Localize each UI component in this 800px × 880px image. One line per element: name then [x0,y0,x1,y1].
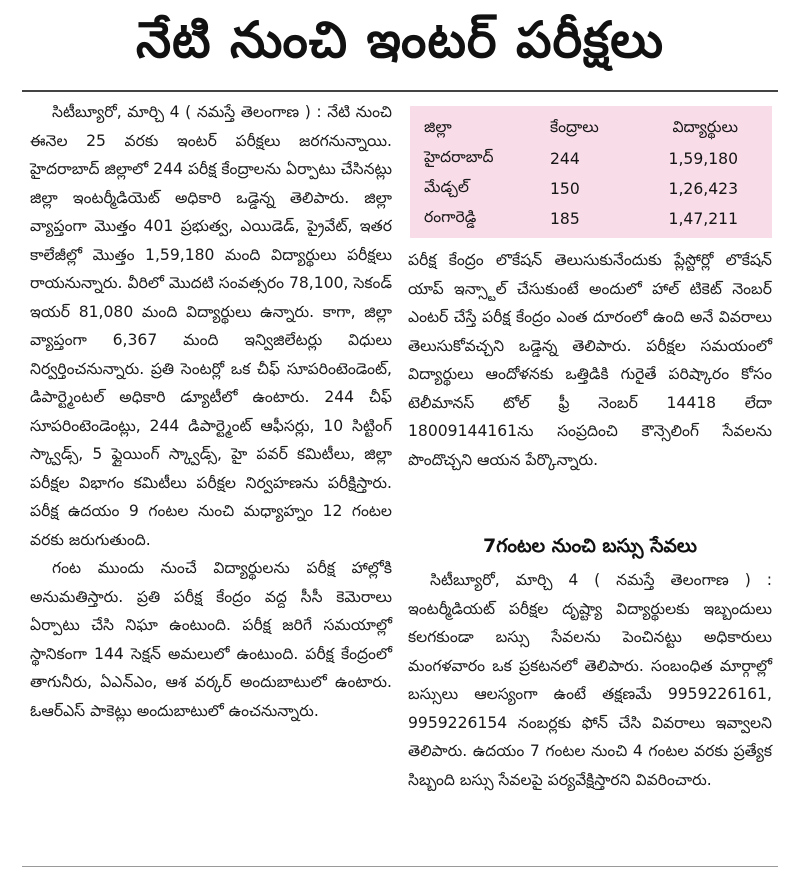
right-paragraph-2 [408,566,772,794]
headline: నేటి నుంచి ఇంటర్ పరీక్షలు [135,10,665,69]
header-centers: కేంద్రాలు [550,118,599,136]
subheadline: 7గంటల నుంచి బస్సు సేవలు [483,534,697,557]
bottom-rule [22,866,778,867]
row-centers: 185 [550,210,580,228]
left-body-1: నేటి నుంచి ఈనెల 25 వరకు ఇంటర్ పరీక్షలు జరగనున్నాయి. హైదరాబాద్ జిల్లాలో 244 పరీక్ష కేంద్రాలను ఏర్పాటు చేసినట్లు జిల్లా ఇంటర్మీడియెట్ అధికారి ఒడ్డెన్న తెలిపారు. జిల్లా వ్యాప్తంగా మొత్తం 401 ప్రభుత్వ, ఎయిడెడ్, ప్రైవేట్, ఇతర కాలేజీల్లో మొత్తం 1,59,180 మంది విద్యార్థులు పరీక్షలు రాయనున్నారు. వీరిలో మొదటి సంవత్సరం 78,100, సెకండ్ ఇయర్ 81,080 మంది విద్యార్థులు ఉన్నారు. కాగా, జిల్లా వ్యాప్తంగా 6,367 మంది ఇన్విజిలేటర్లు విధులు నిర్వర్తించనున్నారు. ప్రతి సెంటర్లో ఒక చీఫ్ సూపరింటెండెంట్, డిపార్ట్మెంటల్ అధికారి డ్యూటీలో ఉంటారు. 244 చీఫ్ సూపరింటెండెంట్లు, 244 డిపార్ట్మెంట్ ఆఫీసర్లు, 10 సిట్టింగ్ స్క్వాడ్స్, 5 ఫ్లైయింగ్ స్క్వాడ్స్, హై పవర్ కమిటీలు, జిల్లా పరీక్షల విభాగం కమిటీలు పరీక్షల నిర్వహణను పరీక్షిస్తారు. పరీక్ష ఉదయం 9 గంటల నుంచి మధ్యాహ్నం 12 గంటల వరకు జరుగుతుంది. [30,103,392,549]
left-column [30,98,392,725]
right-column-bottom [408,566,772,794]
row-centers: 150 [550,180,580,198]
left-paragraph-1 [30,98,392,554]
row-district: హైదరాబాద్ [424,148,494,166]
row-centers: 244 [550,150,580,168]
left-paragraph-2: గంట ముందు నుంచే విద్యార్థులను పరీక్ష హాల్లోకి అనుమతిస్తారు. ప్రతి పరీక్ష కేంద్రం వద్ద సీసీ కెమెరాలు ఏర్పాటు చేసి నిఘా ఉంటుంది. పరీక్ష జరిగే సమయాల్లో స్థానికంగా 144 సెక్షన్ అమలులో ఉంటుంది. పరీక్ష కేంద్రంలో తాగునీరు, ఏఎన్ఎం, ఆశ వర్కర్ అందుబాటులో ఉంటారు. ఓఆర్ఎస్ పాకెట్లు అందుబాటులో ఉంచనున్నారు. [30,559,392,720]
district-stats-table [424,114,762,234]
right-body-2: ఇంటర్మీడియట్ పరీక్షల దృష్ట్యా విద్యార్థులకు ఇబ్బందులు కలగకుండా బస్సు సేవలను పెంచినట్టు అధికారులు మంగళవారం ఒక ప్రకటనలో తెలిపారు. సంబంధిత మార్గాల్లో బస్సులు ఆలస్యంగా ఉంటే తక్షణమే 9959226161, 9959226154 నంబర్లకు ఫోన్ చేసి వివరాలు ఇవ్వాలని తెలిపారు. ఉదయం 7 గంటల నుంచి 4 గంటల వరకు ప్రత్యేక సిబ్బంది బస్సు సేవలపై పర్యవేక్షిస్తారని వివరించారు. [408,599,772,789]
right-dateline: సిటీబ్యూరో, మార్చి 4 ( నమస్తే తెలంగాణ ) : [430,571,772,589]
row-students: 1,26,423 [668,180,738,198]
left-dateline: సిటీబ్యూరో, మార్చి 4 ( నమస్తే తెలంగాణ ) : [52,103,322,121]
header-students: విద్యార్థులు [672,118,738,136]
table-header-row [424,114,762,144]
row-students: 1,47,211 [668,210,738,228]
right-column-top [408,246,772,474]
right-paragraph-1: పరీక్ష కేంద్రం లొకేషన్ తెలుసుకునేందుకు ప్లేస్టోర్లో లొకేషన్ యాప్ ఇన్స్టాల్ చేసుకుంటే అందులో హాల్ టికెట్ నెంబర్ ఎంటర్ చేస్తే పరీక్ష కేంద్రం ఎంత దూరంలో ఉంది అనే వివరాలు తెలుసుకోవచ్చని ఒడ్డెన్న తెలిపారు. పరీక్షల సమయంలో విద్యార్థులు ఆందోళనకు ఒత్తిడికి గురైతే పరిష్కారం కోసం టెలీమానస్ టోల్ ఫ్రీ నెంబర్ 14418 లేదా 18009144161ను సంప్రదించి కౌన్సెలింగ్ సేవలను పొందొచ్చని ఆయన పేర్కొన్నారు. [408,251,772,469]
table-row [424,144,762,174]
table-row [424,174,762,204]
district-stats-box [410,106,772,238]
headline-rule [22,90,778,92]
row-district: రంగారెడ్డి [424,208,477,226]
table-row [424,204,762,234]
row-students: 1,59,180 [668,150,738,168]
row-district: మేడ్చల్ [424,178,469,196]
header-district: జిల్లా [424,118,452,136]
